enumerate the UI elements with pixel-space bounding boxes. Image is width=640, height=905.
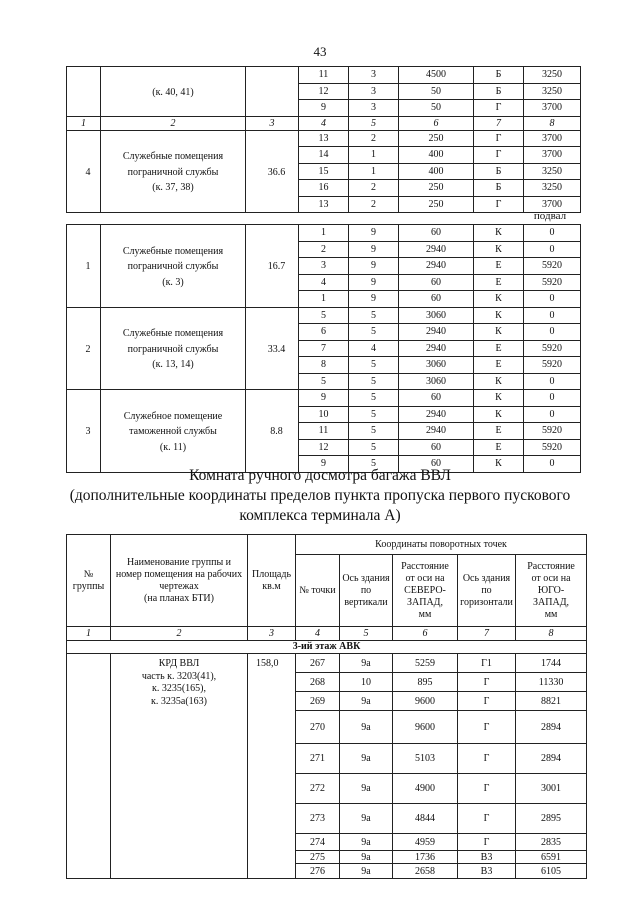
- dist-nw: 60: [399, 390, 474, 407]
- point-no: 271: [296, 744, 340, 774]
- dist-nw: 2940: [399, 340, 474, 357]
- point-no: 272: [296, 774, 340, 804]
- axis-vert: 5: [349, 373, 399, 390]
- axis-vert: 9: [349, 291, 399, 308]
- axis-horiz: Б: [474, 163, 524, 180]
- axis-vert: 5: [349, 324, 399, 341]
- col-number: 2: [111, 627, 248, 641]
- dist-nw: 4900: [393, 774, 458, 804]
- axis-vert: 9а: [340, 654, 393, 673]
- point-no: 11: [299, 67, 349, 84]
- header-name: Наименование группы и номер помещения на рабочих чертежах (на планах БТИ): [111, 535, 248, 627]
- axis-horiz: Г: [458, 774, 516, 804]
- dist-sw: 3250: [524, 163, 581, 180]
- axis-horiz: Е: [474, 423, 524, 440]
- header-axis-horiz: Ось здания по горизонтали: [458, 555, 516, 627]
- section-title-line: комплекса терминала А): [239, 507, 401, 524]
- axis-vert: 10: [340, 673, 393, 692]
- point-no: 7: [299, 340, 349, 357]
- axis-horiz: Б: [474, 83, 524, 100]
- axis-vert: 5: [349, 390, 399, 407]
- dist-nw: 2940: [399, 258, 474, 275]
- dist-nw: 60: [399, 439, 474, 456]
- dist-sw: 0: [524, 324, 581, 341]
- col-number: 1: [67, 627, 111, 641]
- group-number: 4: [67, 130, 101, 213]
- dist-sw: 5920: [524, 274, 581, 291]
- group-area: [246, 67, 299, 117]
- axis-vert: 5: [349, 456, 399, 473]
- header-axis-vert: Ось здания по вертикали: [340, 555, 393, 627]
- col-number: 6: [399, 116, 474, 130]
- dist-sw: 3250: [524, 83, 581, 100]
- group-area: 33.4: [246, 307, 299, 390]
- axis-horiz: Г: [458, 834, 516, 851]
- dist-nw: 2940: [399, 423, 474, 440]
- dist-nw: 9600: [393, 692, 458, 711]
- page-number: 43: [313, 44, 327, 59]
- point-no: 4: [299, 274, 349, 291]
- col-number: 5: [340, 627, 393, 641]
- point-no: 268: [296, 673, 340, 692]
- group-number: [67, 654, 111, 879]
- axis-vert: 3: [349, 100, 399, 117]
- dist-sw: 2895: [516, 804, 587, 834]
- dist-nw: 60: [399, 291, 474, 308]
- axis-horiz: К: [474, 456, 524, 473]
- group-name: КРД ВВЛ часть к. 3203(41), к. 3235(165), к. 3235а(163): [111, 654, 248, 879]
- point-no: 8: [299, 357, 349, 374]
- dist-nw: 250: [399, 180, 474, 197]
- col-number: 4: [299, 116, 349, 130]
- group-area: 158,0: [248, 654, 296, 879]
- axis-horiz: Г: [458, 711, 516, 744]
- dist-sw: 0: [524, 291, 581, 308]
- axis-horiz: В3: [458, 851, 516, 864]
- group-name: Служебное помещение таможенной службы (к. 11): [101, 390, 246, 473]
- axis-horiz: К: [474, 291, 524, 308]
- group-number: 3: [67, 390, 101, 473]
- header-coords: Координаты поворотных точек: [296, 535, 587, 555]
- dist-sw: 0: [524, 307, 581, 324]
- axis-horiz: Г: [474, 130, 524, 147]
- axis-vert: 3: [349, 83, 399, 100]
- dist-nw: 3060: [399, 357, 474, 374]
- point-no: 5: [299, 373, 349, 390]
- point-no: 13: [299, 130, 349, 147]
- axis-horiz: Г: [458, 744, 516, 774]
- group-number: 1: [67, 225, 101, 308]
- section-title-line: Комната ручного досмотра багажа ВВЛ: [189, 467, 451, 484]
- dist-sw: 3700: [524, 100, 581, 117]
- dist-sw: 2835: [516, 834, 587, 851]
- dist-sw: 3250: [524, 180, 581, 197]
- header-dist-nw: Расстояние от оси на СЕВЕРО- ЗАПАД, мм: [393, 555, 458, 627]
- group-name: Служебные помещения пограничной службы (к. 37, 38): [101, 130, 246, 213]
- axis-horiz: Г: [474, 196, 524, 213]
- axis-horiz: К: [474, 390, 524, 407]
- table-main: [66, 534, 587, 879]
- col-number: 2: [101, 116, 246, 130]
- point-no: 1: [299, 225, 349, 242]
- dist-nw: 60: [399, 274, 474, 291]
- point-no: 1: [299, 291, 349, 308]
- axis-vert: 9а: [340, 711, 393, 744]
- point-no: 15: [299, 163, 349, 180]
- group-area: 16.7: [246, 225, 299, 308]
- col-number: 8: [524, 116, 581, 130]
- dist-sw: 0: [524, 390, 581, 407]
- point-no: 274: [296, 834, 340, 851]
- dist-nw: 400: [399, 147, 474, 164]
- dist-nw: 250: [399, 196, 474, 213]
- point-no: 6: [299, 324, 349, 341]
- dist-sw: 6105: [516, 864, 587, 879]
- group-name: Служебные помещения пограничной службы (к. 13, 14): [101, 307, 246, 390]
- axis-vert: 9а: [340, 804, 393, 834]
- dist-nw: 400: [399, 163, 474, 180]
- dist-sw: 5920: [524, 357, 581, 374]
- header-dist-sw: Расстояние от оси на ЮГО- ЗАПАД, мм: [516, 555, 587, 627]
- dist-sw: 5920: [524, 340, 581, 357]
- axis-vert: 5: [349, 357, 399, 374]
- axis-horiz: Г1: [458, 654, 516, 673]
- col-number: 5: [349, 116, 399, 130]
- point-no: 16: [299, 180, 349, 197]
- dist-nw: 5259: [393, 654, 458, 673]
- col-number: 1: [67, 116, 101, 130]
- axis-vert: 5: [349, 439, 399, 456]
- point-no: 273: [296, 804, 340, 834]
- point-no: 275: [296, 851, 340, 864]
- axis-horiz: К: [474, 406, 524, 423]
- axis-vert: 9а: [340, 692, 393, 711]
- header-group-no: № группы: [67, 535, 111, 627]
- axis-horiz: Г: [458, 804, 516, 834]
- table-top: [66, 66, 581, 213]
- axis-horiz: К: [474, 307, 524, 324]
- basement-label: подвал: [533, 210, 567, 222]
- point-no: 12: [299, 83, 349, 100]
- dist-sw: 0: [524, 406, 581, 423]
- axis-vert: 2: [349, 180, 399, 197]
- point-no: 5: [299, 307, 349, 324]
- col-number: 6: [393, 627, 458, 641]
- dist-sw: 8821: [516, 692, 587, 711]
- point-no: 9: [299, 456, 349, 473]
- dist-sw: 0: [524, 456, 581, 473]
- dist-sw: 3700: [524, 196, 581, 213]
- dist-sw: 0: [524, 241, 581, 258]
- dist-nw: 60: [399, 456, 474, 473]
- axis-horiz: Г: [458, 692, 516, 711]
- dist-sw: 3700: [524, 130, 581, 147]
- col-number: 8: [516, 627, 587, 641]
- axis-vert: 5: [349, 406, 399, 423]
- col-number: 3: [246, 116, 299, 130]
- group-area: 8.8: [246, 390, 299, 473]
- point-no: 269: [296, 692, 340, 711]
- dist-nw: 2940: [399, 406, 474, 423]
- point-no: 2: [299, 241, 349, 258]
- axis-vert: 4: [349, 340, 399, 357]
- section-title-line: (дополнительные координаты пределов пункта пропуска первого пускового: [69, 487, 571, 504]
- dist-nw: 1736: [393, 851, 458, 864]
- axis-vert: 2: [349, 130, 399, 147]
- table-basement: [66, 224, 581, 473]
- dist-nw: 3060: [399, 373, 474, 390]
- dist-nw: 895: [393, 673, 458, 692]
- group-area: 36.6: [246, 130, 299, 213]
- dist-nw: 50: [399, 100, 474, 117]
- group-name: Служебные помещения пограничной службы (к. 3): [101, 225, 246, 308]
- axis-horiz: Б: [474, 180, 524, 197]
- group-name: (к. 40, 41): [101, 67, 246, 117]
- dist-nw: 9600: [393, 711, 458, 744]
- point-no: 13: [299, 196, 349, 213]
- dist-nw: 4844: [393, 804, 458, 834]
- dist-nw: 2940: [399, 324, 474, 341]
- header-point-no: № точки: [296, 555, 340, 627]
- dist-nw: 5103: [393, 744, 458, 774]
- dist-nw: 60: [399, 225, 474, 242]
- axis-vert: 9: [349, 225, 399, 242]
- axis-vert: 5: [349, 307, 399, 324]
- dist-sw: 5920: [524, 439, 581, 456]
- dist-sw: 3001: [516, 774, 587, 804]
- dist-sw: 6591: [516, 851, 587, 864]
- group-number: 2: [67, 307, 101, 390]
- dist-sw: 2894: [516, 711, 587, 744]
- point-no: 3: [299, 258, 349, 275]
- axis-horiz: Е: [474, 439, 524, 456]
- axis-vert: 9: [349, 274, 399, 291]
- axis-vert: 1: [349, 147, 399, 164]
- dist-nw: 4500: [399, 67, 474, 84]
- axis-horiz: В3: [458, 864, 516, 879]
- axis-vert: 9а: [340, 744, 393, 774]
- axis-horiz: Е: [474, 274, 524, 291]
- header-area: Площадь кв.м: [248, 535, 296, 627]
- dist-nw: 3060: [399, 307, 474, 324]
- axis-horiz: Е: [474, 357, 524, 374]
- axis-horiz: Г: [458, 673, 516, 692]
- axis-vert: 9а: [340, 864, 393, 879]
- point-no: 276: [296, 864, 340, 879]
- axis-vert: 9: [349, 241, 399, 258]
- point-no: 14: [299, 147, 349, 164]
- axis-horiz: Г: [474, 147, 524, 164]
- axis-vert: 2: [349, 196, 399, 213]
- axis-horiz: Б: [474, 67, 524, 84]
- axis-horiz: К: [474, 241, 524, 258]
- axis-horiz: К: [474, 225, 524, 242]
- axis-vert: 9: [349, 258, 399, 275]
- dist-sw: 1744: [516, 654, 587, 673]
- axis-horiz: Е: [474, 340, 524, 357]
- dist-nw: 50: [399, 83, 474, 100]
- dist-sw: 3700: [524, 147, 581, 164]
- axis-vert: 5: [349, 423, 399, 440]
- col-number: 4: [296, 627, 340, 641]
- col-number: 3: [248, 627, 296, 641]
- dist-sw: 11330: [516, 673, 587, 692]
- dist-nw: 250: [399, 130, 474, 147]
- axis-vert: 9а: [340, 774, 393, 804]
- col-number: 7: [458, 627, 516, 641]
- point-no: 10: [299, 406, 349, 423]
- axis-horiz: К: [474, 324, 524, 341]
- dist-sw: 0: [524, 373, 581, 390]
- point-no: 11: [299, 423, 349, 440]
- dist-sw: 2894: [516, 744, 587, 774]
- axis-vert: 9а: [340, 834, 393, 851]
- axis-horiz: Е: [474, 258, 524, 275]
- dist-nw: 2658: [393, 864, 458, 879]
- floor-label: 3-ий этаж АВК: [67, 641, 587, 654]
- point-no: 267: [296, 654, 340, 673]
- group-number: [67, 67, 101, 117]
- dist-sw: 5920: [524, 423, 581, 440]
- axis-horiz: К: [474, 373, 524, 390]
- point-no: 9: [299, 100, 349, 117]
- point-no: 270: [296, 711, 340, 744]
- dist-nw: 4959: [393, 834, 458, 851]
- col-number: 7: [474, 116, 524, 130]
- dist-nw: 2940: [399, 241, 474, 258]
- section-title: [40, 466, 600, 526]
- dist-sw: 5920: [524, 258, 581, 275]
- dist-sw: 3250: [524, 67, 581, 84]
- point-no: 12: [299, 439, 349, 456]
- axis-vert: 1: [349, 163, 399, 180]
- axis-vert: 9а: [340, 851, 393, 864]
- axis-vert: 3: [349, 67, 399, 84]
- point-no: 9: [299, 390, 349, 407]
- axis-horiz: Г: [474, 100, 524, 117]
- dist-sw: 0: [524, 225, 581, 242]
